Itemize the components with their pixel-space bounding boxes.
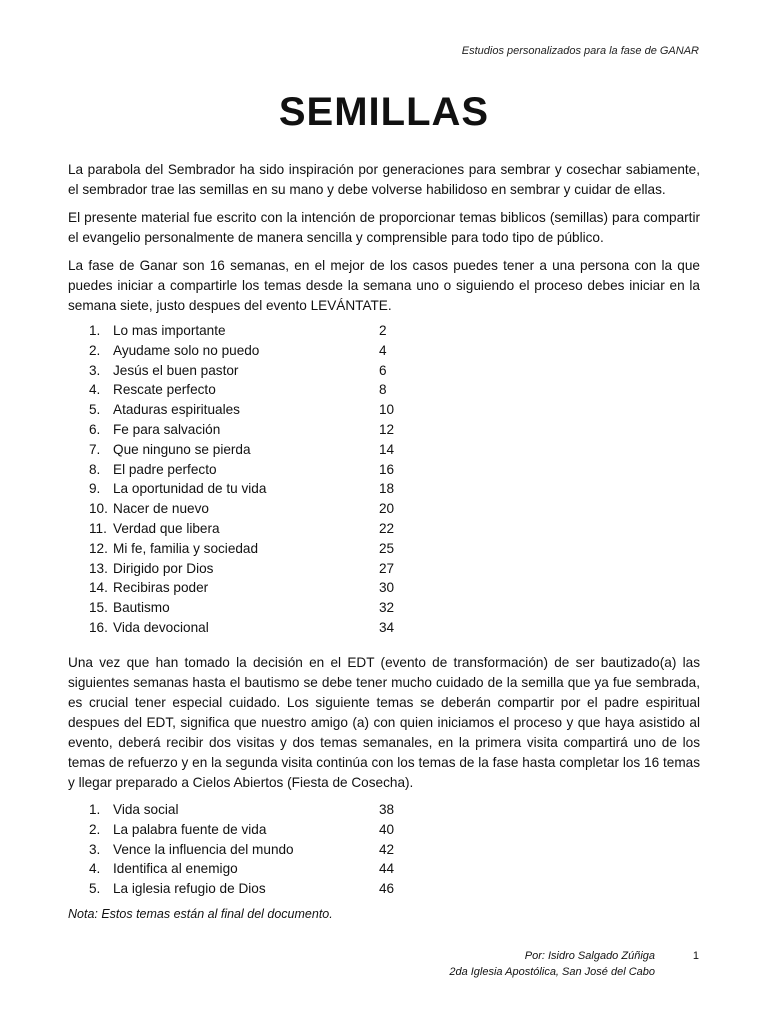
list-item bbox=[89, 800, 395, 820]
main-topics-list bbox=[89, 321, 395, 638]
item-page: 20 bbox=[379, 501, 395, 517]
list-item bbox=[89, 440, 395, 460]
page-number: 1 bbox=[692, 950, 699, 962]
item-title: Ataduras espirituales bbox=[113, 402, 240, 418]
item-title: Recibiras poder bbox=[113, 580, 209, 596]
item-page: 22 bbox=[379, 520, 395, 536]
footer-author: Por: Isidro Salgado Zúñiga bbox=[524, 950, 655, 962]
item-title: Dirigido por Dios bbox=[113, 560, 214, 576]
item-number: 9. bbox=[89, 481, 101, 497]
item-number: 8. bbox=[89, 461, 101, 477]
item-number: 5. bbox=[89, 402, 101, 418]
list-item bbox=[89, 879, 395, 899]
item-title: Verdad que libera bbox=[113, 520, 220, 536]
list-item bbox=[89, 479, 395, 499]
list-item bbox=[89, 559, 395, 579]
edt-paragraph: Una vez que han tomado la decisión en el EDT (evento de transformación) de ser bautizado(a) las siguientes semanas hasta el bautismo se debe tener mucho cuidado de la semilla que ya fue sembrada, es crucial tener especial cuidado. Los siguiente temas se deberán compartir por el padre espiritual despues del EDT, significa que nuestro amigo (a) con quien iniciamos el proceso y que haya asistido al evento, deberá recibir dos visitas y dos temas semanales, en la primera visita compartirá uno de los temas de refuerzo y en la segunda visita continúa con los temas de la fase hasta completar los 16 temas y llegar preparado a Cielos Abiertos (Fiesta de Cosecha). bbox=[68, 655, 700, 790]
item-title: El padre perfecto bbox=[113, 461, 217, 477]
item-number: 15. bbox=[89, 600, 108, 616]
list-item bbox=[89, 321, 387, 341]
item-number: 14. bbox=[89, 580, 108, 596]
item-page: 32 bbox=[379, 600, 395, 616]
item-page: 38 bbox=[379, 802, 395, 817]
item-number: 3. bbox=[89, 362, 101, 378]
item-page: 6 bbox=[379, 362, 387, 378]
item-page: 44 bbox=[379, 861, 395, 877]
item-title: Mi fe, familia y sociedad bbox=[113, 540, 259, 556]
list-item bbox=[89, 420, 395, 440]
reinforcement-topics-list bbox=[89, 800, 395, 899]
item-title: Fe para salvación bbox=[113, 421, 221, 437]
item-title: Rescate perfecto bbox=[113, 382, 216, 398]
item-page: 4 bbox=[379, 342, 387, 358]
list-item bbox=[89, 460, 395, 480]
item-number: 6. bbox=[89, 421, 101, 437]
item-page: 40 bbox=[379, 821, 395, 837]
item-title: Vida social bbox=[113, 802, 179, 817]
page-header: Estudios personalizados para la fase de GANAR bbox=[461, 45, 699, 57]
item-title: Nacer de nuevo bbox=[113, 501, 209, 517]
item-page: 14 bbox=[379, 441, 395, 457]
list-item bbox=[89, 598, 395, 618]
list-item bbox=[89, 400, 395, 420]
phase-paragraph: La fase de Ganar son 16 semanas, en el mejor de los casos puedes tener a una persona con la que puedes iniciar a compartirle los temas desde la semana uno o siguiendo el proceso debes iniciar en la semana siete, justo despues del evento LEVÁNTATE. bbox=[68, 258, 700, 313]
list-item bbox=[89, 859, 395, 879]
list-item bbox=[89, 519, 395, 539]
item-number: 7. bbox=[89, 441, 101, 457]
item-title: Ayudame solo no puedo bbox=[113, 342, 260, 358]
item-page: 46 bbox=[379, 881, 395, 897]
intro-paragraph: La parabola del Sembrador ha sido inspiración por generaciones para sembrar y cosechar sabiamente, el sembrador trae las semillas en su mano y debe volverse habilidoso en sembrar y cuidar de ellas. bbox=[68, 162, 700, 197]
item-number: 10. bbox=[89, 501, 108, 517]
item-page: 25 bbox=[379, 540, 395, 556]
item-title: Vence la influencia del mundo bbox=[113, 841, 294, 857]
item-page: 42 bbox=[379, 841, 395, 857]
item-number: 12. bbox=[89, 540, 108, 556]
item-number: 16. bbox=[89, 619, 108, 635]
item-number: 1. bbox=[89, 802, 101, 817]
item-number: 4. bbox=[89, 861, 101, 877]
item-title: Vida devocional bbox=[113, 619, 209, 635]
item-page: 18 bbox=[379, 481, 395, 497]
item-title: Que ninguno se pierda bbox=[113, 441, 251, 457]
list-item bbox=[89, 361, 387, 381]
list-item bbox=[89, 820, 395, 840]
item-number: 11. bbox=[89, 520, 107, 536]
document-title: SEMILLAS bbox=[278, 90, 490, 134]
purpose-paragraph: El presente material fue escrito con la intención de proporcionar temas biblicos (semillas) para compartir el evangelio personalmente de manera sencilla y comprensible para todo tipo de público. bbox=[68, 210, 700, 245]
item-title: La iglesia refugio de Dios bbox=[113, 881, 266, 897]
list-item bbox=[89, 499, 395, 519]
item-title: Jesús el buen pastor bbox=[113, 362, 239, 378]
item-title: Identifica al enemigo bbox=[113, 861, 238, 877]
item-title: Bautismo bbox=[113, 600, 170, 616]
item-page: 30 bbox=[379, 580, 395, 596]
item-number: 2. bbox=[89, 821, 101, 837]
item-title: La oportunidad de tu vida bbox=[113, 481, 267, 497]
item-number: 5. bbox=[89, 881, 101, 897]
item-title: La palabra fuente de vida bbox=[113, 821, 267, 837]
item-page: 10 bbox=[379, 402, 395, 418]
list-item bbox=[89, 539, 395, 559]
list-item bbox=[89, 341, 387, 361]
item-page: 12 bbox=[379, 421, 395, 437]
list-item bbox=[89, 840, 395, 860]
item-page: 8 bbox=[379, 382, 387, 398]
item-page: 16 bbox=[379, 461, 395, 477]
item-page: 27 bbox=[379, 560, 395, 576]
list-item bbox=[89, 380, 387, 400]
item-number: 13. bbox=[89, 560, 108, 576]
list-item bbox=[89, 578, 395, 598]
item-page: 34 bbox=[379, 619, 395, 635]
item-number: 4. bbox=[89, 382, 101, 398]
footnote: Nota: Estos temas están al final del documento. bbox=[68, 907, 333, 921]
footer-church: 2da Iglesia Apostólica, San José del Cabo bbox=[449, 966, 655, 978]
item-number: 3. bbox=[89, 841, 101, 857]
item-title: Lo mas importante bbox=[113, 323, 226, 338]
item-number: 2. bbox=[89, 342, 101, 358]
list-item bbox=[89, 618, 395, 638]
item-number: 1. bbox=[89, 323, 101, 338]
item-page: 2 bbox=[379, 323, 387, 338]
